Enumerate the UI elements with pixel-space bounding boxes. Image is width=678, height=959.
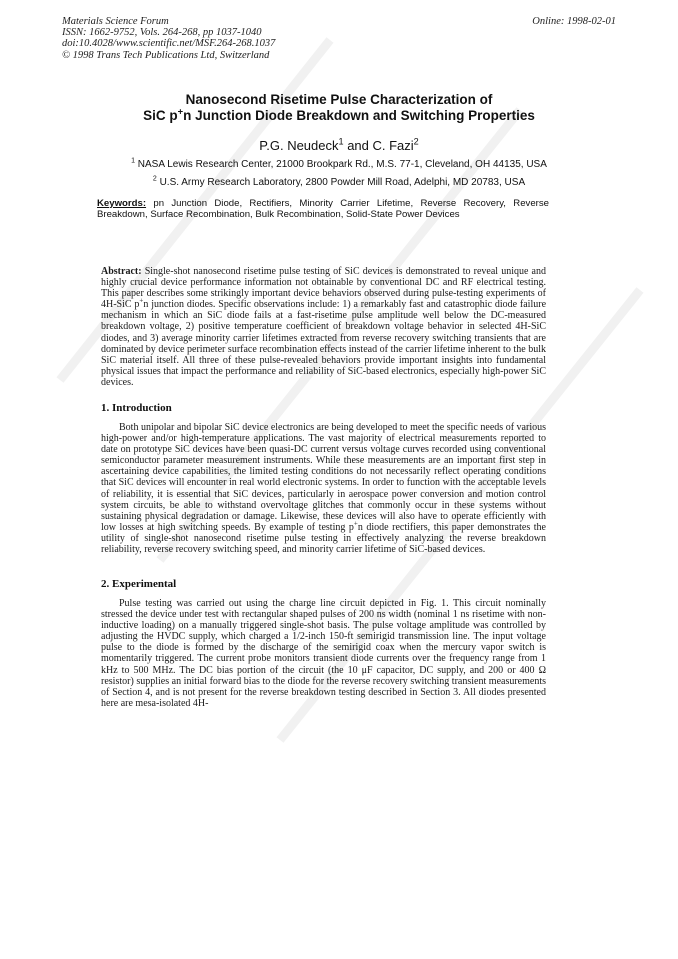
title-line-1: Nanosecond Risetime Pulse Characterization of bbox=[185, 92, 493, 107]
journal-name: Materials Science Forum bbox=[62, 16, 169, 27]
abstract-paragraph bbox=[101, 266, 546, 388]
affiliation-1-number: 1 bbox=[131, 157, 135, 165]
author-2: C. Fazi bbox=[372, 138, 414, 153]
author-1: P.G. Neudeck bbox=[259, 138, 339, 153]
abstract-text-pre: Single-shot nanosecond risetime pulse testing of SiC devices is demonstrated to reveal unique and highly crucial device performance information not obtainable by conventional DC and RF electrical testing. This paper describes some strikingly important device behaviors observed during pulse-testing experiments of 4H-SiC p bbox=[101, 266, 546, 311]
title-superscript: + bbox=[177, 106, 184, 118]
doi-line[interactable]: doi:10.4028/www.scientific.net/MSF.264-268.1037 bbox=[62, 38, 276, 50]
affiliation-2-number: 2 bbox=[152, 175, 157, 183]
keywords-text: pn Junction Diode, Rectifiers, Minority Carrier Lifetime, Reverse Recovery, Reverse Breakdown, Surface Recombination, Bulk Recombination, Solid-State Power Devices bbox=[97, 198, 549, 221]
author-conjunction: and bbox=[343, 138, 373, 153]
introduction-superscript: + bbox=[353, 519, 358, 528]
author-1-affiliation: 1 bbox=[338, 136, 344, 147]
experimental-heading: 2. Experimental bbox=[101, 578, 177, 590]
author-2-affiliation: 2 bbox=[413, 136, 419, 147]
title-line-2-pre: SiC p bbox=[143, 108, 178, 123]
affiliation-1-text: NASA Lewis Research Center, 21000 Brookpark Rd., M.S. 77-1, Cleveland, OH 44135, USA bbox=[137, 159, 547, 170]
affiliation-2-text: U.S. Army Research Laboratory, 2800 Powder Mill Road, Adelphi, MD 20783, USA bbox=[159, 177, 526, 188]
keywords-label: Keywords: bbox=[97, 198, 147, 209]
abstract-text-post: n junction diodes. Specific observations include: 1) a remarkably fast and catastrophic diode failure mechanism in which an SiC diode fails at a fast-risetime pulse amplitude well below the DC-measured breakdown voltage, 2) positive temperature coefficient of breakdown voltage behavior in selected 4H-SiC diodes, and 3) average minority carrier lifetimes extracted from reverse recovery switching transients that are dominated by device perimeter surface recombination effects instead of the carrier lifetime inherent to the bulk SiC material itself. All three of these pulse-revealed behaviors provide important insights into fundamental physical issues that impact the performance and reliability of SiC-based electronics, especially high-power SiC devices. bbox=[101, 299, 547, 388]
introduction-paragraph bbox=[101, 422, 546, 555]
online-date: Online: 1998-02-01 bbox=[532, 16, 616, 27]
copyright-line: © 1998 Trans Tech Publications Ltd, Switzerland bbox=[62, 49, 270, 61]
affiliation-list bbox=[40, 156, 638, 192]
paper-title bbox=[40, 92, 638, 124]
abstract-label: Abstract: bbox=[101, 266, 142, 277]
keywords-block bbox=[97, 198, 549, 221]
abstract-superscript: + bbox=[139, 296, 144, 305]
affiliation-2 bbox=[40, 174, 638, 192]
introduction-text-pre: Both unipolar and bipolar SiC device electronics are being developed to meet the specific needs of various high-power and/or high-temperature applications. The vast majority of electrical measurements reported to date on prototype SiC devices have been quasi-DC current versus voltage curves recorded using conventional semiconductor parameter measurement instruments. While these measurements are an important first step in ascertaining device capabilities, the limited testing conditions do not necessarily reflect operating conditions that SiC devices will encounter in real world electronic systems. In order to function with the acceptable levels of reliability, it is essential that SiC devices, particularly in aerospace power conversion and motion control system circuits, be able to withstand overvoltage glitches that commonly occur in these systems without sustaining physical degradation or damage. Likewise, these devices will also have to operate efficiently with low losses at high switching speeds. By example of testing p bbox=[101, 422, 546, 533]
affiliation-1 bbox=[40, 156, 638, 174]
author-list bbox=[40, 138, 638, 153]
introduction-heading: 1. Introduction bbox=[101, 402, 172, 414]
journal-header bbox=[62, 16, 275, 61]
title-line-2-post: n Junction Diode Breakdown and Switching Properties bbox=[183, 108, 535, 123]
experimental-paragraph: Pulse testing was carried out using the charge line circuit depicted in Fig. 1. This circuit nominally stressed the device under test with rectangular shaped pulses of 200 ns width (nominal 1 ns risetime with non-inductive loading) on a manually triggered single-shot basis. The pulse voltage amplitude was controlled by adjusting the HVDC supply, which charged a 1/2-inch 150-ft semirigid transmission line. The input voltage pulse to the diode is formed by the discharge of the semirigid coax when the mercury vapor switch is momentarily triggered. The current probe monitors transient diode currents over the frequency range from 1 kHz to 500 MHz. The DC bias portion of the circuit (the 10 μF capacitor, DC supply, and 200 or 400 Ω resistor) supplies an initial forward bias to the diode for the reverse recovery switching transient measurements of Section 4, and is not present for the reverse breakdown testing described in Section 3. All diodes presented here are mesa-isolated 4H- bbox=[101, 598, 546, 709]
title-line-2 bbox=[40, 108, 638, 124]
introduction-text-post: n diode rectifiers, this paper demonstrates the utility of single-shot nanosecond risetime pulse testing in effectively analyzing the reverse breakdown reliability, reverse recovery switching speed, and minority carrier lifetime of SiC-based devices. bbox=[101, 521, 546, 556]
issn-line: ISSN: 1662-9752, Vols. 264-268, pp 1037-1040 bbox=[62, 27, 262, 39]
